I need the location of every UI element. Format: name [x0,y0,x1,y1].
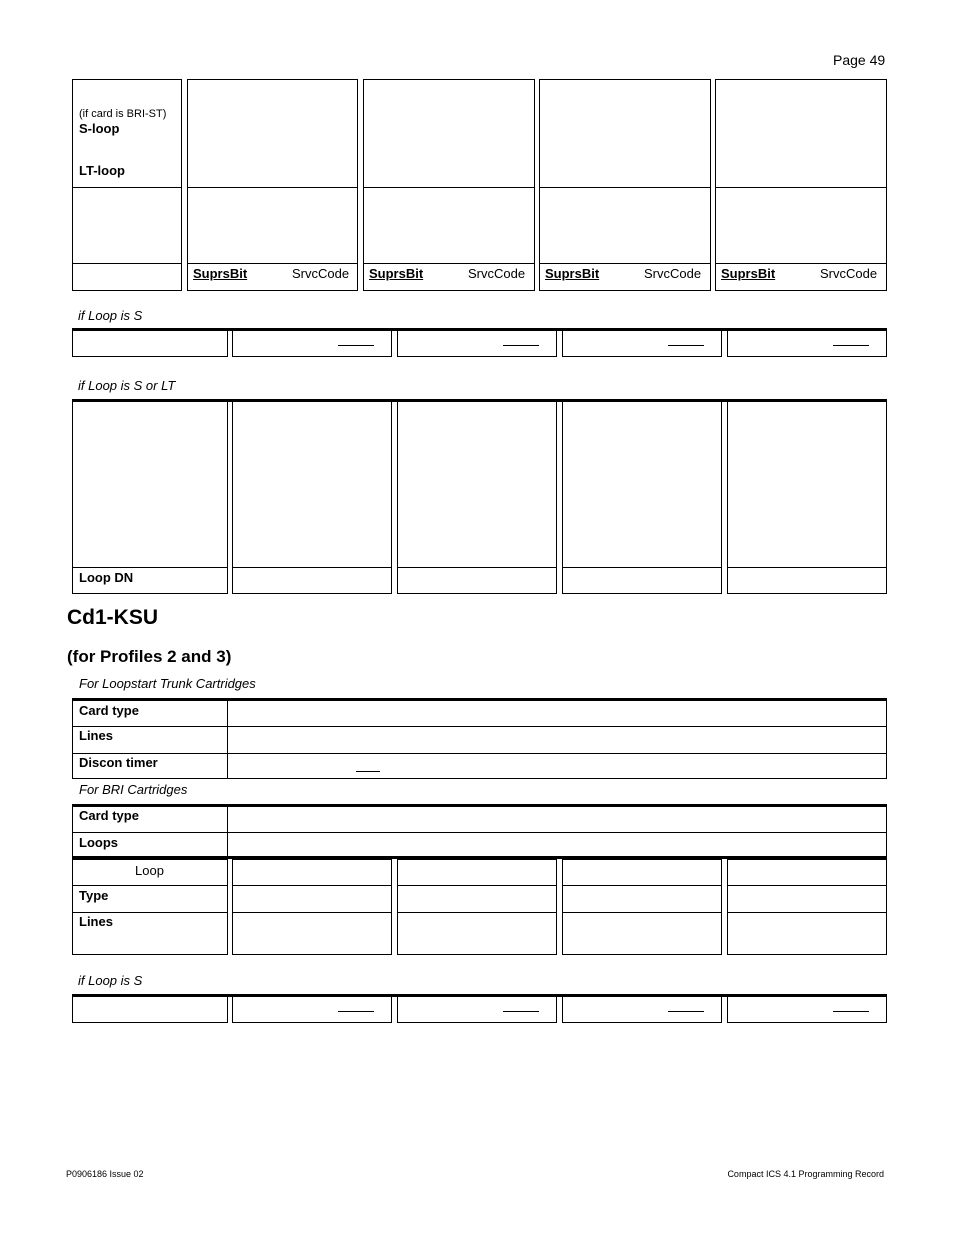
bri-note: (if card is BRI-ST) [79,108,167,120]
loop-dn-column[interactable] [727,401,887,594]
loop-column-3[interactable] [539,79,711,291]
row-label-cell [72,996,228,1023]
loop-column-4[interactable] [715,79,887,291]
entry-cell[interactable] [562,996,722,1023]
srvccode-label: SrvcCode [820,266,878,281]
caption-bri: For BRI Cartridges [79,782,188,797]
caption-loopstart: For Loopstart Trunk Cartridges [79,676,256,691]
loop-dn-label: Loop DN [79,570,134,585]
s-loop-label: S-loop [79,121,120,136]
card-type-label: Card type [79,808,139,823]
entry-cell[interactable] [727,330,887,357]
loop-dn-column[interactable] [397,401,557,594]
srvccode-label: SrvcCode [292,266,350,281]
suprsbit-label: SuprsBit [193,266,248,281]
footer-doc-title: Compact ICS 4.1 Programming Record [727,1169,884,1179]
loop-dn-column[interactable] [232,401,392,594]
loop-dn-column[interactable] [562,401,722,594]
bri-loops-field[interactable] [228,833,886,856]
suprsbit-label: SuprsBit [545,266,600,281]
loop-column-2[interactable] [363,79,535,291]
loop-label: Loop [135,863,164,878]
discon-timer-field[interactable] [228,754,886,778]
caption-loop-s: if Loop is S [78,308,143,323]
type-label: Type [79,888,109,903]
srvccode-label: SrvcCode [468,266,526,281]
card-type-field[interactable] [228,701,886,726]
loop-column-1[interactable] [187,79,358,291]
caption-loop-s: if Loop is S [78,973,143,988]
row-label-cell [72,401,228,594]
section-subtitle: (for Profiles 2 and 3) [67,647,232,666]
entry-cell[interactable] [562,330,722,357]
entry-cell[interactable] [397,330,557,357]
suprsbit-label: SuprsBit [721,266,776,281]
bri-card-type-field[interactable] [228,807,886,832]
entry-cell[interactable] [727,996,887,1023]
lines-label: Lines [79,914,113,929]
footer-doc-id: P0906186 Issue 02 [66,1169,144,1179]
entry-cell[interactable] [397,996,557,1023]
card-type-label: Card type [79,703,139,718]
loop-column[interactable] [727,859,887,955]
loop-column[interactable] [562,859,722,955]
caption-loop-s-or-lt: if Loop is S or LT [78,378,176,393]
lt-loop-label: LT-loop [79,163,125,178]
section-title: Cd1-KSU [67,606,159,629]
row-label-cell [72,330,228,357]
page-number: Page 49 [833,52,886,68]
discon-timer-label: Discon timer [79,755,158,770]
suprsbit-label: SuprsBit [369,266,424,281]
srvccode-label: SrvcCode [644,266,702,281]
entry-cell[interactable] [232,330,392,357]
loop-column[interactable] [232,859,392,955]
entry-cell[interactable] [232,996,392,1023]
lines-field[interactable] [228,727,886,753]
lines-label: Lines [79,728,113,743]
loops-label: Loops [79,835,118,850]
loop-column[interactable] [397,859,557,955]
